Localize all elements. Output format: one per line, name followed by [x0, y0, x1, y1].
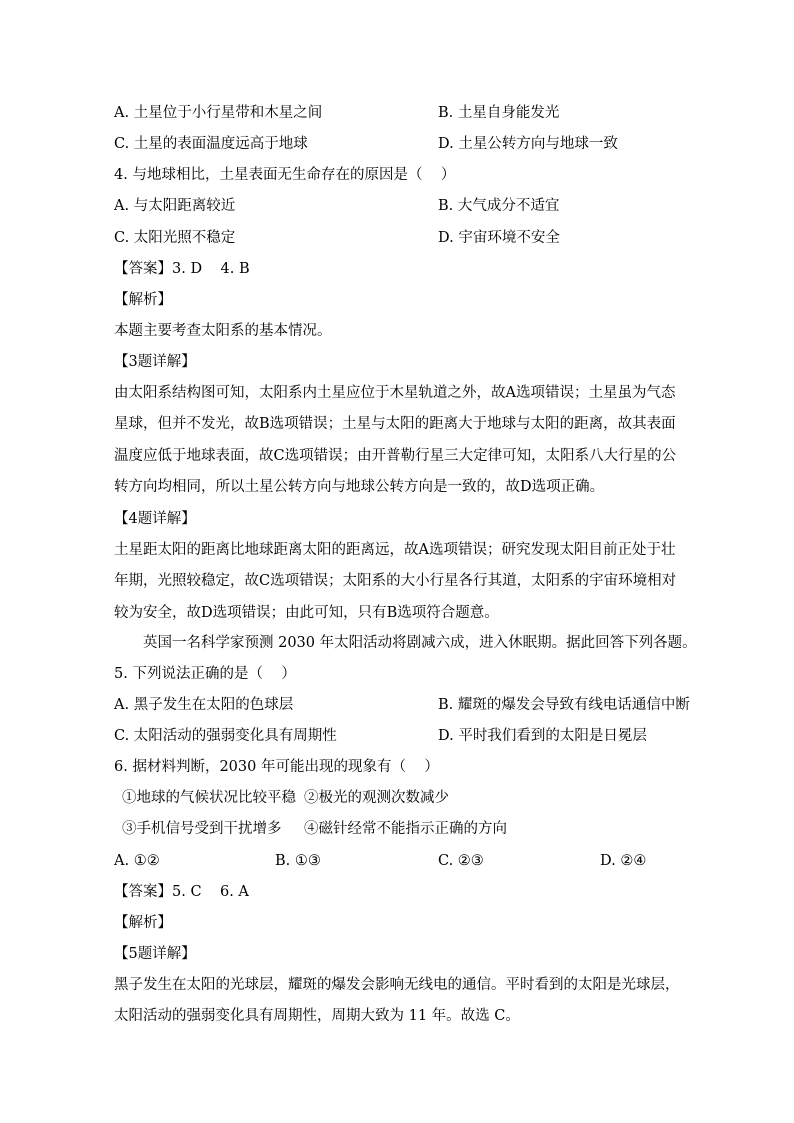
q6-item-2: ②极光的观测次数减少 [304, 790, 449, 806]
detail-4-label: 【4题详解】 [114, 511, 196, 527]
q6-option-b: B. ①③ [275, 853, 321, 869]
analysis-label: 【解析】 [114, 292, 172, 308]
q6-item-4: ④磁针经常不能指示正确的方向 [304, 821, 507, 837]
q4-option-b: B. 大气成分不适宜 [438, 198, 560, 214]
q4-option-d: D. 宇宙环境不安全 [438, 230, 560, 246]
q5-option-d: D. 平时我们看到的太阳是日冕层 [438, 728, 647, 744]
q4-option-a: A. 与太阳距离较近 [114, 198, 236, 214]
q6-option-a: A. ①② [114, 853, 160, 869]
detail-3-label: 【3题详解】 [114, 354, 196, 370]
q3-option-d: D. 土星公转方向与地球一致 [438, 136, 618, 152]
q5-option-b: B. 耀斑的爆发会导致有线电话通信中断 [438, 697, 690, 713]
q4-stem: 4. 与地球相比，土星表面无生命存在的原因是（ ） [114, 167, 456, 183]
q5-option-a: A. 黑子发生在太阳的色球层 [114, 697, 294, 713]
detail-3-text: 由太阳系结构图可知，太阳系内土星应位于木星轨道之外，故A选项错误；土星虽为气态星球，但并不发光，故B选项错误；土星与太阳的距离大于地球与太阳的距离，故其表面温度应低于地球表面，故C选项错误；由开普勒行星三大定律可知，太阳系八大行星的公转方向均相同，所以土星公转方向与地球公转方向是一致的，故D选项正确。 [114, 385, 677, 495]
q6-option-c: C. ②③ [438, 853, 484, 869]
material-text: 英国一名科学家预测 2030 年太阳活动将剧减六成，进入休眠期。据此回答下列各题。 [143, 635, 697, 651]
detail-5-label: 【5题详解】 [114, 946, 196, 962]
q6-item-1: ①地球的气候状况比较平稳 [122, 790, 296, 806]
detail-5-text: 黑子发生在太阳的光球层，耀斑的爆发会影响无线电的通信。平时看到的太阳是光球层，太阳活动的强弱变化具有周期性，周期大致为 11 年。故选 C。 [114, 977, 680, 1025]
q3-option-c: C. 土星的表面温度远高于地球 [114, 136, 308, 152]
q3-option-a: A. 土星位于小行星带和木星之间 [114, 105, 323, 121]
q6-item-3: ③手机信号受到干扰增多 [122, 821, 282, 837]
q6-option-d: D. ②④ [600, 853, 647, 869]
q5-option-c: C. 太阳活动的强弱变化具有周期性 [114, 728, 337, 744]
q3-option-b: B. 土星自身能发光 [438, 105, 560, 121]
q5-stem: 5. 下列说法正确的是（ ） [114, 666, 296, 682]
analysis-intro: 本题主要考查太阳系的基本情况。 [114, 323, 332, 339]
analysis-label-2: 【解析】 [114, 915, 172, 931]
q6-stem: 6. 据材料判断，2030 年可能出现的现象有（ ） [114, 759, 439, 775]
detail-4-text: 土星距太阳的距离比地球距离太阳的距离远，故A选项错误；研究发现太阳目前正处于壮年期，光照较稳定，故C选项错误；太阳系的大小行星各行其道，太阳系的宇宙环境相对较为安全，故D选项错误；由此可知，只有B选项符合题意。 [114, 542, 677, 621]
answer-3-4: 【答案】3. D 4. B [114, 261, 250, 277]
answer-5-6: 【答案】5. C 6. A [114, 884, 249, 900]
q4-option-c: C. 太阳光照不稳定 [114, 230, 236, 246]
